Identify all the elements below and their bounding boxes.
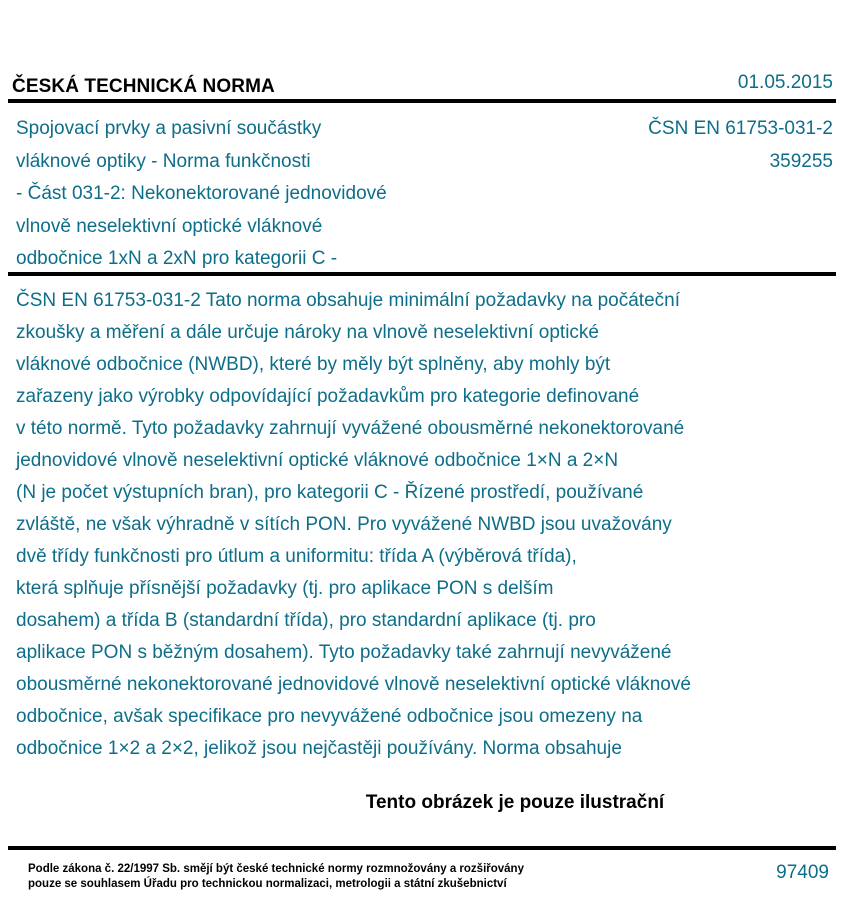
document-heading: ČESKÁ TECHNICKÁ NORMA [12, 76, 275, 97]
abstract-line: zařazeny jako výrobky odpovídající požadavkům pro kategorie definované [16, 386, 640, 407]
abstract-line: která splňuje přísnější požadavky (tj. pro aplikace PON s delším [16, 578, 554, 599]
abstract-line: zkoušky a měření a dále určuje nároky na vlnově neselektivní optické [16, 322, 599, 343]
legal-notice-line: pouze se souhlasem Úřadu pro technickou normalizaci, metrologii a státní zkušebnictví [28, 878, 507, 890]
standard-title-line: vlnově neselektivní optické vláknové [16, 215, 323, 237]
standard-identifiers [648, 113, 833, 178]
abstract-line: odbočnice, avšak specifikace pro nevyvážené odbočnice jsou omezeny na [16, 706, 643, 727]
abstract-line: vláknové odbočnice (NWBD), které by měly být splněny, aby mohly být [16, 354, 611, 375]
abstract-line: v této normě. Tyto požadavky zahrnují vyvážené obousměrné nekonektorované [16, 418, 685, 439]
publication-date: 01.05.2015 [737, 72, 833, 93]
abstract-line: zvláště, ne však výhradně v sítích PON. Pro vyvážené NWBD jsou uvažovány [16, 514, 672, 535]
abstract-line: obousměrné nekonektorované jednovidové vlnově neselektivní optické vláknové [16, 674, 691, 695]
abstract-line: aplikace PON s běžným dosahem). Tyto požadavky také zahrnují nevyvážené [16, 642, 672, 663]
class-number: 359255 [769, 150, 833, 172]
title-divider [8, 272, 836, 276]
abstract-line: (N je počet výstupních bran), pro kategorii C - Řízené prostředí, používané [16, 482, 644, 503]
document-number: 97409 [776, 862, 829, 883]
standard-title-line: Spojovací prvky a pasivní součástky [16, 118, 322, 139]
standard-title-line: odbočnice 1xN a 2xN pro kategorii C - [16, 248, 338, 269]
abstract-line: jednovidové vlnově neselektivní optické vláknové odbočnice 1×N a 2×N [16, 450, 619, 471]
standard-title [16, 113, 387, 276]
footer-divider [8, 846, 836, 850]
abstract-line: dosahem) a třída B (standardní třída), pro standardní aplikace (tj. pro [16, 610, 596, 631]
legal-notice-line: Podle zákona č. 22/1997 Sb. smějí být české technické normy rozmnožovány a rozšiřovány [28, 863, 524, 875]
standard-title-line: vláknové optiky - Norma funkčnosti [16, 150, 311, 172]
standard-code: ČSN EN 61753-031-2 [648, 118, 833, 139]
standard-title-line: - Část 031-2: Nekonektorované jednovidové [16, 183, 387, 204]
illustration-note: Tento obrázek je pouze ilustrační [365, 792, 665, 813]
header-divider [8, 99, 836, 103]
legal-notice [28, 862, 524, 892]
abstract-line: odbočnice 1×2 a 2×2, jelikož jsou nejčastěji používány. Norma obsahuje [16, 738, 622, 759]
abstract-text [16, 285, 691, 765]
abstract-line: ČSN EN 61753-031-2 Tato norma obsahuje minimální požadavky na počáteční [16, 290, 680, 311]
abstract-line: dvě třídy funkčnosti pro útlum a uniformitu: třída A (výběrová třída), [16, 546, 577, 567]
